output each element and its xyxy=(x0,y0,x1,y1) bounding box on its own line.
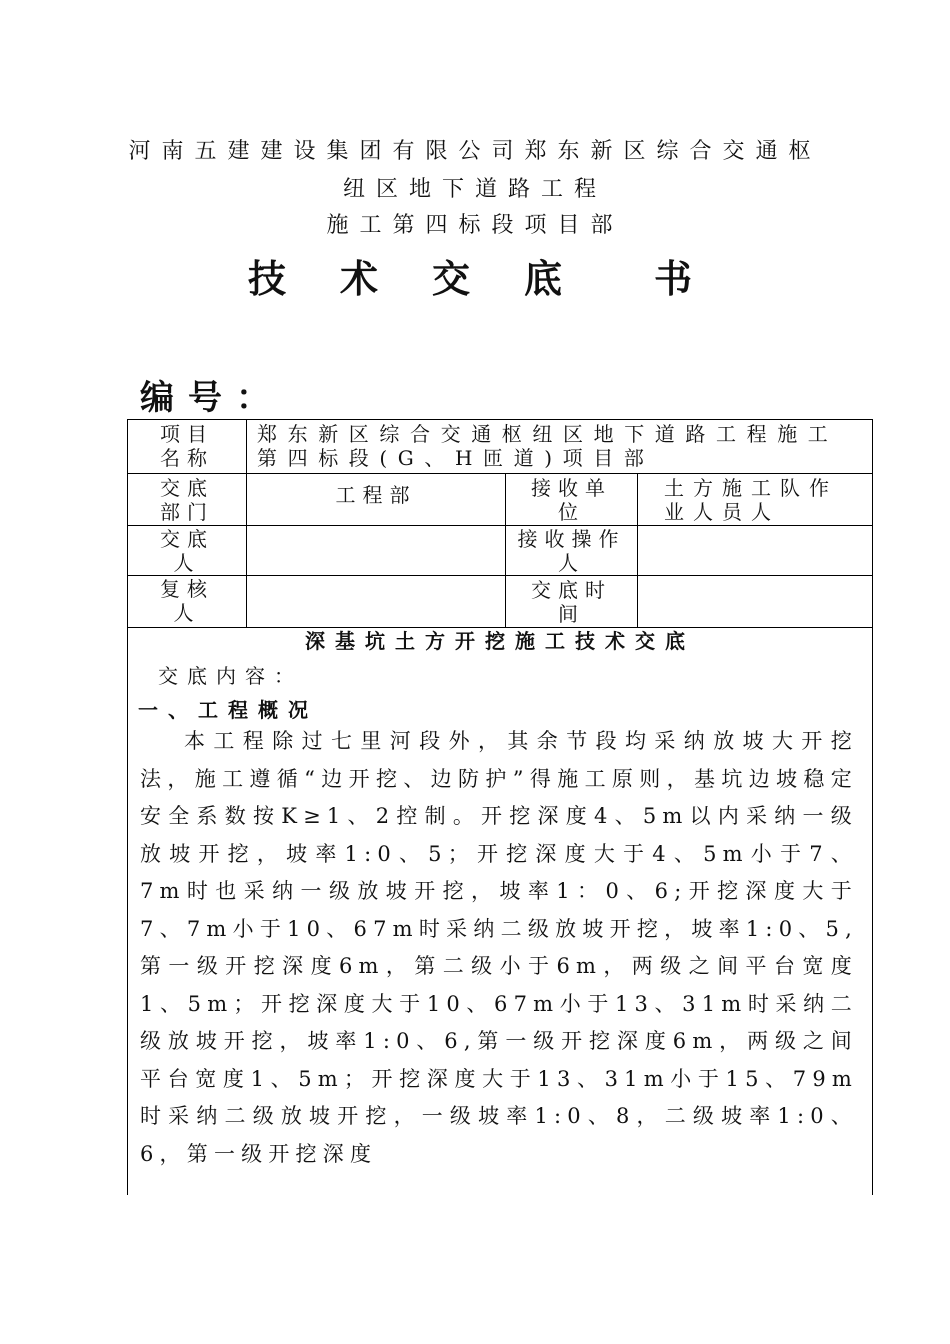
title-char: 交 xyxy=(431,256,480,301)
project-name-label: 项目名称 xyxy=(160,422,214,470)
title-char: 书 xyxy=(654,256,703,301)
dept-value: 工程部 xyxy=(246,473,505,525)
content-label: 交底内容： xyxy=(158,664,303,688)
disclosure-table xyxy=(127,419,873,1195)
document-code-label: 编号： xyxy=(140,378,284,418)
title-char: 底 xyxy=(524,256,573,301)
reviewer-value[interactable] xyxy=(246,575,505,627)
title-char: 技 xyxy=(247,256,296,301)
title-char: 术 xyxy=(339,256,388,301)
receive-operator-value[interactable] xyxy=(637,525,872,575)
header-line-3: 施工第四标段项目部 xyxy=(326,213,624,238)
header-line-1: 河南五建建设集团有限公司郑东新区综合交通枢 xyxy=(128,139,822,164)
document-title xyxy=(0,248,950,303)
overview-paragraph: 本工程除过七里河段外，其余节段均采纳放坡大开挖法，施工遵循“边开挖、边防护”得施工原则，基坑边坡稳定安全系数按K≥1、2控制。开挖深度4、5m以内采纳一级放坡开挖，坡率1:0、5；开挖深度大于4、5m小于7、7m时也采纳一级放坡开挖，坡率1：0、6;开挖深度大于7、7m小于10、67m时采纳二级放坡开挖，坡率1:0、5,第一级开挖深度6m，第二级小于6m，两级之间平台宽度1、5m；开挖深度大于10、67m小于13、31m时采纳二级放坡开挖，坡率1:0、6,第一级开挖深度6m，两级之间平台宽度1、5m；开挖深度大于13、31m小于15、79m时采纳二级放坡开挖，一级坡率1:0、8，二级坡率1:0、6，第一级开挖深度 xyxy=(140,729,858,1166)
discloser-label: 交底人 xyxy=(160,527,214,575)
overview-heading: 一、工程概况 xyxy=(138,698,318,722)
section-title: 深基坑土方开挖施工技术交底 xyxy=(305,629,695,653)
receive-unit-label: 接收单位 xyxy=(505,473,637,525)
header-line-2: 纽区地下道路工程 xyxy=(342,177,607,202)
dept-label: 交底部门 xyxy=(160,476,214,524)
disclosure-time-value[interactable] xyxy=(637,575,872,627)
project-name-value: 郑东新区综合交通枢纽区地下道路工程施工第四标段(G、H匝道)项目部 xyxy=(246,420,872,473)
disclosure-time-label: 交底时间 xyxy=(505,575,637,627)
receive-operator-label: 接收操作人 xyxy=(505,525,637,575)
discloser-value[interactable] xyxy=(246,525,505,575)
disclosure-content xyxy=(128,627,872,1173)
reviewer-label: 复核人 xyxy=(160,577,214,625)
receive-unit-value: 土方施工队作业人员人 xyxy=(637,473,872,525)
